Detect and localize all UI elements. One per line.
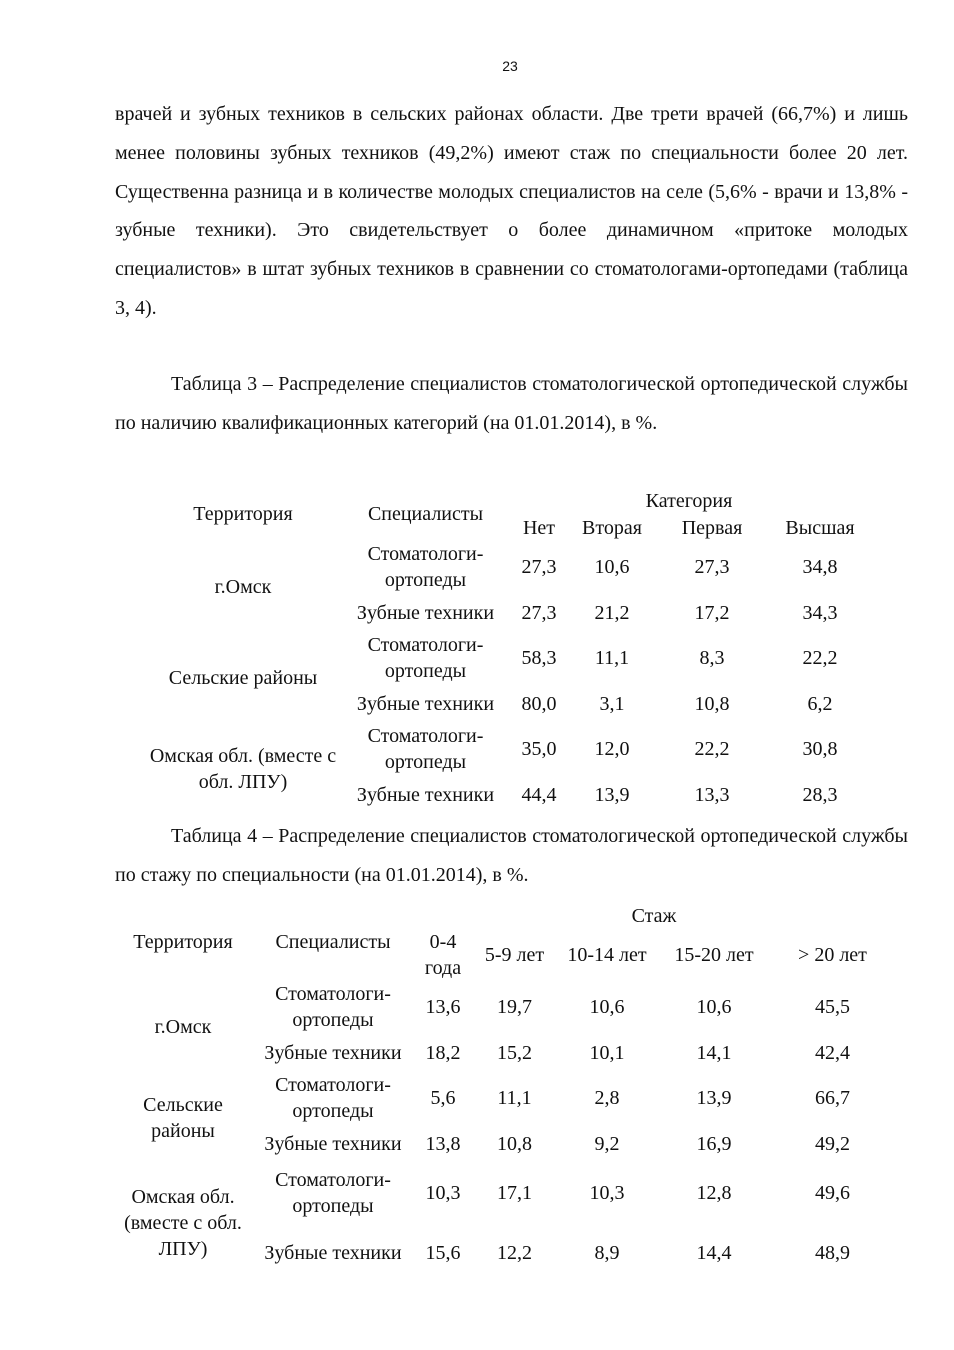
table3-header-category: Вторая bbox=[582, 516, 642, 539]
territory-cell: Омская обл. (вместе с обл. ЛПУ) bbox=[149, 744, 337, 793]
value-cell: 45,5 bbox=[815, 996, 850, 1018]
specialist-cell: Зубные техники bbox=[356, 601, 495, 624]
value-cell: 49,2 bbox=[815, 1132, 850, 1155]
specialist-cell: Зубные техники bbox=[264, 1242, 402, 1264]
table3-caption: Таблица 3 – Распределение специалистов стоматологической ортопедической службы по наличию квалификационных категорий (на 01.01.2014), в %. bbox=[115, 373, 908, 434]
value-cell: 12,8 bbox=[696, 1182, 732, 1204]
value-cell: 17,2 bbox=[694, 601, 730, 624]
value-cell: 58,3 bbox=[521, 647, 557, 669]
specialist-cell: Зубные техники bbox=[356, 692, 495, 715]
specialist-cell: Стоматологи-ортопеды bbox=[275, 1074, 391, 1122]
specialist-cell: Зубные техники bbox=[356, 783, 495, 806]
value-cell: 13,9 bbox=[594, 783, 630, 806]
value-cell: 27,3 bbox=[694, 556, 730, 578]
value-cell: 10,6 bbox=[696, 996, 732, 1018]
value-cell: 10,8 bbox=[694, 692, 730, 715]
value-cell: 21,2 bbox=[594, 601, 630, 624]
table4 bbox=[118, 902, 890, 1283]
value-cell: 48,9 bbox=[815, 1242, 850, 1264]
value-cell: 15,2 bbox=[497, 1041, 532, 1064]
table4-header-category: 15-20 лет bbox=[674, 944, 754, 966]
specialist-cell: Стоматологи-ортопеды bbox=[367, 543, 484, 591]
value-cell: 34,8 bbox=[802, 556, 838, 578]
table4-header-group: Стаж bbox=[631, 904, 677, 927]
value-cell: 8,3 bbox=[699, 647, 725, 669]
table3 bbox=[143, 487, 870, 814]
value-cell: 2,8 bbox=[594, 1087, 620, 1109]
value-cell: 10,1 bbox=[589, 1041, 625, 1064]
table4-header-territory: Территория bbox=[133, 930, 233, 953]
page-number: 23 bbox=[502, 58, 518, 74]
value-cell: 49,6 bbox=[815, 1182, 850, 1204]
table-row bbox=[143, 541, 870, 593]
territory-cell: г.Омск bbox=[154, 1015, 212, 1038]
table-row bbox=[118, 1072, 890, 1124]
value-cell: 10,3 bbox=[589, 1182, 625, 1204]
body-paragraph: врачей и зубных техников в сельских районах области. Две трети врачей (66,7%) и лишь менее половины зубных техников (49,2%) имеют стаж по специальности более 20 лет. Существенна разница и в количестве молодых специалистов на селе (5,6% - врачи и 13,8% - зубные техники). Это свидетельствует о более динамичном «притоке молодых специалистов» в штат зубных техников в сравнении со стоматологами-ортопедами (таблица 3, 4). bbox=[115, 103, 908, 319]
value-cell: 34,3 bbox=[802, 601, 838, 624]
table-row bbox=[118, 1163, 890, 1223]
territory-cell: г.Омск bbox=[214, 575, 272, 598]
value-cell: 15,6 bbox=[425, 1242, 461, 1264]
value-cell: 14,4 bbox=[696, 1242, 732, 1264]
value-cell: 22,2 bbox=[802, 647, 838, 669]
value-cell: 10,6 bbox=[594, 556, 630, 578]
table4-header-category: > 20 лет bbox=[798, 944, 867, 966]
value-cell: 14,1 bbox=[696, 1041, 732, 1064]
value-cell: 13,8 bbox=[425, 1132, 461, 1155]
table3-header-specialists: Специалисты bbox=[367, 503, 484, 525]
value-cell: 12,2 bbox=[497, 1242, 532, 1264]
value-cell: 30,8 bbox=[802, 738, 838, 760]
value-cell: 10,6 bbox=[589, 996, 625, 1018]
territory-cell: Омская обл. (вместе с обл. ЛПУ) bbox=[124, 1186, 242, 1260]
value-cell: 6,2 bbox=[807, 692, 833, 715]
table3-header-group: Категория bbox=[645, 489, 733, 512]
specialist-cell: Стоматологи-ортопеды bbox=[275, 1169, 391, 1217]
value-cell: 5,6 bbox=[430, 1087, 456, 1109]
table-row bbox=[143, 632, 870, 684]
specialist-cell: Стоматологи-ортопеды bbox=[275, 983, 391, 1031]
table-row bbox=[118, 981, 890, 1033]
value-cell: 80,0 bbox=[521, 692, 557, 715]
value-cell: 16,9 bbox=[696, 1132, 732, 1155]
value-cell: 9,2 bbox=[594, 1132, 620, 1155]
value-cell: 35,0 bbox=[521, 738, 557, 760]
specialist-cell: Стоматологи-ортопеды bbox=[367, 725, 484, 773]
value-cell: 18,2 bbox=[425, 1041, 461, 1064]
value-cell: 19,7 bbox=[497, 996, 532, 1018]
table3-header-category: Высшая bbox=[785, 516, 855, 539]
table4-header-specialists: Специалисты bbox=[275, 930, 391, 953]
value-cell: 27,3 bbox=[521, 601, 557, 624]
value-cell: 27,3 bbox=[521, 556, 557, 578]
value-cell: 13,3 bbox=[694, 783, 730, 806]
specialist-cell: Зубные техники bbox=[264, 1041, 402, 1064]
territory-cell: Сельские районы bbox=[168, 666, 318, 689]
value-cell: 17,1 bbox=[497, 1182, 532, 1204]
table4-header-category: 5-9 лет bbox=[484, 944, 545, 966]
value-cell: 28,3 bbox=[802, 783, 838, 806]
table3-header-category: Нет bbox=[522, 516, 556, 539]
value-cell: 44,4 bbox=[521, 783, 557, 806]
table3-header-category: Первая bbox=[681, 516, 743, 539]
value-cell: 11,1 bbox=[594, 647, 630, 669]
table4-header-category: 10-14 лет bbox=[567, 944, 647, 966]
value-cell: 12,0 bbox=[594, 738, 630, 760]
value-cell: 10,8 bbox=[497, 1132, 532, 1155]
value-cell: 13,6 bbox=[425, 996, 461, 1018]
table3-header-territory: Территория bbox=[193, 503, 293, 525]
value-cell: 42,4 bbox=[815, 1041, 850, 1064]
value-cell: 66,7 bbox=[815, 1087, 850, 1109]
territory-cell: Сельские районы bbox=[143, 1093, 223, 1142]
specialist-cell: Стоматологи-ортопеды bbox=[367, 634, 484, 682]
value-cell: 8,9 bbox=[594, 1242, 620, 1264]
value-cell: 13,9 bbox=[696, 1087, 732, 1109]
value-cell: 22,2 bbox=[694, 738, 730, 760]
specialist-cell: Зубные техники bbox=[264, 1132, 402, 1155]
value-cell: 10,3 bbox=[425, 1182, 461, 1204]
table-row bbox=[143, 723, 870, 775]
table4-header-category: 0-4 года bbox=[424, 931, 462, 979]
value-cell: 3,1 bbox=[599, 692, 625, 715]
value-cell: 11,1 bbox=[497, 1087, 532, 1109]
table4-caption: Таблица 4 – Распределение специалистов стоматологической ортопедической службы по стажу по специальности (на 01.01.2014), в %. bbox=[115, 825, 908, 886]
